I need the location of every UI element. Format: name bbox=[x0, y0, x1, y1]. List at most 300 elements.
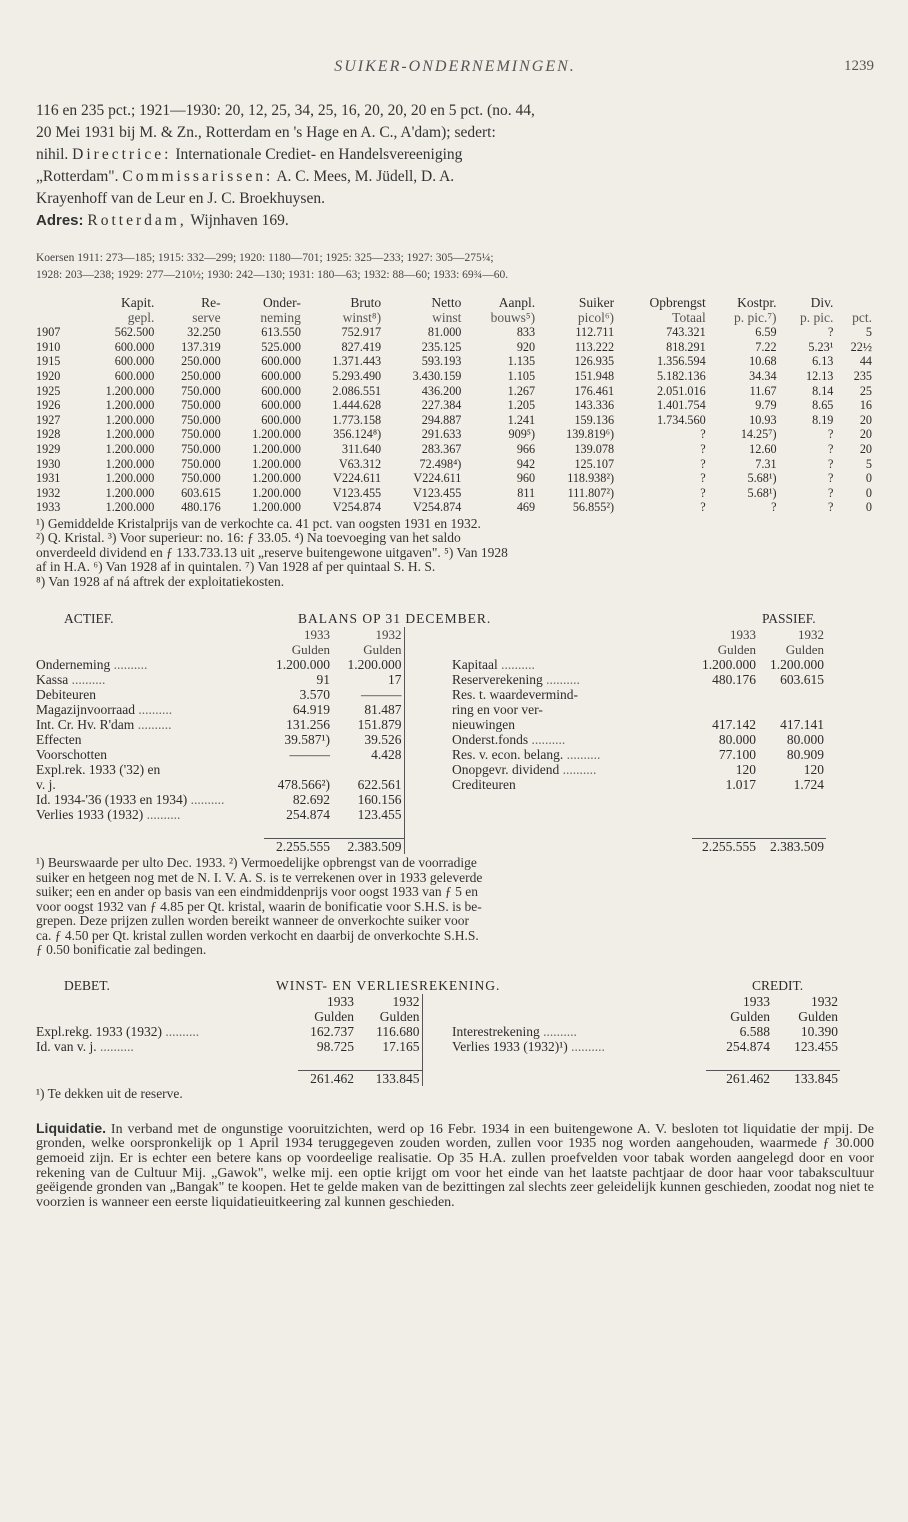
spacer bbox=[826, 762, 874, 777]
table-cell: 6.59 bbox=[755, 325, 777, 340]
intro-line: nihil. Directrice: Internationale Crediet- en Handelsvereeniging bbox=[36, 146, 463, 163]
spacer bbox=[826, 717, 874, 732]
table-row bbox=[36, 384, 874, 399]
table-cell: 1.135 bbox=[507, 354, 536, 369]
table-cell: 752.917 bbox=[341, 325, 382, 340]
table-cell: 750.000 bbox=[181, 398, 221, 413]
page-header bbox=[36, 58, 874, 86]
table-cell: 5.68¹) bbox=[747, 471, 777, 486]
table-cell: ? bbox=[827, 441, 834, 456]
table-cell: 603.615 bbox=[181, 485, 221, 500]
column-divider bbox=[404, 672, 452, 687]
credit-amount bbox=[692, 702, 758, 717]
year-cell: 1925 bbox=[36, 383, 61, 398]
table-cell: 112.711 bbox=[575, 325, 615, 340]
table-cell: 235 bbox=[853, 368, 872, 383]
credit-amount: 6.588 bbox=[739, 1024, 770, 1040]
liquidation-paragraph bbox=[36, 1121, 874, 1211]
table-cell: 827.419 bbox=[341, 339, 382, 354]
debit-amount-prev: 123.455 bbox=[357, 807, 402, 823]
debit-amount-prev: 1.200.000 bbox=[347, 657, 402, 673]
column-header: Re- bbox=[201, 295, 221, 310]
table-cell: 111.807²) bbox=[567, 485, 615, 500]
spacer bbox=[826, 792, 874, 807]
debit-label: Id. 1934-'36 (1933 en 1934) .......... bbox=[36, 792, 225, 808]
column-subheader: neming bbox=[260, 309, 301, 325]
table-cell: ? bbox=[827, 325, 834, 340]
table-cell: 2.086.551 bbox=[332, 383, 382, 398]
column-header: Bruto bbox=[350, 295, 382, 310]
table-cell: 1.401.754 bbox=[656, 398, 706, 413]
column-header: Kostpr. bbox=[737, 295, 777, 310]
table-cell: 2.051.016 bbox=[656, 383, 706, 398]
table-cell: 283.367 bbox=[421, 441, 462, 456]
table-cell: 10.93 bbox=[749, 412, 777, 427]
year-cell: 1915 bbox=[36, 354, 61, 369]
table-cell: 8.14 bbox=[812, 383, 834, 398]
debit-amount: 39.587¹) bbox=[284, 732, 330, 748]
column-subheader: picol⁶) bbox=[577, 309, 615, 325]
table-cell: 16 bbox=[859, 398, 872, 413]
statistics-footnotes: ¹) Gemiddelde Kristalprijs van de verkochte ca. 41 pct. van oogsten 1931 en 1932. ²) Q. Kristal. ³) Voor superieur: no. 16: ƒ 33.05. ⁴) Na toevoeging van het saldo onverdeeld dividend en ƒ 133.733.13 uit „reserve buitengewone uitgaven". ⁵) Van 1928 af in H.A. ⁶) Van 1928 af in quintalen. ⁷) Van 1928 af per quintaal S. H. S. ⁸) Van 1928 af ná aftrek der exploitatiekosten. bbox=[36, 515, 508, 589]
credit-amount-prev: 123.455 bbox=[794, 1039, 838, 1055]
table-cell: 8.65 bbox=[812, 398, 834, 413]
credit-amount-prev bbox=[758, 792, 826, 807]
table-cell: 600.000 bbox=[114, 354, 155, 369]
year-cell: 1926 bbox=[36, 398, 61, 413]
table-row bbox=[36, 442, 874, 457]
column-divider bbox=[404, 747, 452, 762]
balance-table: 1933 1932 1933 1932 Gulden Gulden Gulden Gulden Onderneming .......... 1.200.000 1.200.000 Kapitaal .......... 1.200.000 1.200.000 Kassa .......... 91 17 Reserverekening .......... 480.176 603.615 Debiteuren 3.570 ——— Res. t. waardevermind- Magazijnvoorraad .......... 64.919 81.487 ring en voor ver- Int. Cr. Hv. R'dam .......... 131.256 151.879 nieuwingen 417.142 417.141 Effecten 39.587¹) 39.526 Onderst.fonds .......... 80.000 80.000 Voorschotten ——— 4.428 Res. v. econ. belang. .......... 77.100 80.909 Expl.rek. 1933 ('32) en Onopgevr. dividend .......... 120 120 v. j. 478.566²) 622.561 Crediteuren 1.017 1.724 Id. 1934-'36 (1933 en 1934) .......... 82.692 160.156 Verlies 1933 (1932) .......... 254.874 123.455 2.255.555 2.383.509 2.255.555 2.383.509 bbox=[36, 627, 874, 854]
table-cell: ? bbox=[700, 456, 706, 471]
table-cell: 356.124⁸) bbox=[333, 427, 382, 442]
debit-amount-prev: 81.487 bbox=[364, 702, 402, 718]
debit-amount-prev bbox=[332, 762, 404, 777]
table-row bbox=[36, 413, 874, 428]
statistics-table bbox=[36, 296, 874, 515]
table-row bbox=[36, 500, 874, 515]
credit-amount: 120 bbox=[735, 762, 756, 778]
table-cell: 5.182.136 bbox=[656, 368, 706, 383]
debit-label: Magazijnvoorraad .......... bbox=[36, 702, 173, 718]
column-header bbox=[36, 296, 76, 311]
table-row bbox=[36, 457, 874, 472]
table-cell: 833 bbox=[516, 325, 536, 340]
account-row bbox=[36, 747, 874, 762]
profit-loss-title: WINST- EN VERLIESREKENING. bbox=[276, 978, 501, 994]
table-cell: 1.200.000 bbox=[252, 427, 301, 442]
table-cell: V63.312 bbox=[338, 456, 382, 471]
credit-label: Res. t. waardevermind- bbox=[452, 687, 578, 703]
table-cell: 56.855²) bbox=[572, 500, 615, 515]
credit-label: Kapitaal .......... bbox=[452, 657, 535, 673]
credit-amount: 417.142 bbox=[712, 717, 756, 733]
column-subheader bbox=[36, 311, 76, 326]
table-cell: 6.13 bbox=[812, 354, 834, 369]
table-cell: 14.25⁷) bbox=[740, 427, 777, 442]
column-divider bbox=[422, 1024, 452, 1039]
credit-label: Crediteuren bbox=[452, 777, 516, 793]
table-cell: 235.125 bbox=[421, 339, 462, 354]
table-cell: 600.000 bbox=[261, 368, 301, 383]
credit-amount: 1.200.000 bbox=[702, 657, 756, 673]
dot-leader: .......... bbox=[110, 657, 148, 673]
column-divider bbox=[404, 702, 452, 717]
column-subheader: pct. bbox=[852, 309, 872, 325]
table-cell: 1.200.000 bbox=[252, 471, 301, 486]
table-cell: 72.498⁴) bbox=[419, 456, 462, 471]
table-cell: 143.336 bbox=[574, 398, 615, 413]
dot-leader: .......... bbox=[143, 807, 181, 823]
table-cell: 20 bbox=[859, 427, 872, 442]
account-row bbox=[36, 807, 874, 822]
address-street: Wijnhaven 169. bbox=[190, 212, 289, 229]
table-cell: ? bbox=[827, 471, 834, 486]
table-cell: ? bbox=[827, 427, 834, 442]
table-cell: 176.461 bbox=[574, 383, 615, 398]
table-cell: 22½ bbox=[850, 339, 872, 354]
debit-label: Int. Cr. Hv. R'dam .......... bbox=[36, 717, 172, 733]
column-subheader: bouws⁵) bbox=[490, 309, 536, 325]
profit-loss-note: ¹) Te dekken uit de reserve. bbox=[36, 1085, 183, 1101]
table-cell: 1.200.000 bbox=[105, 441, 155, 456]
table-cell: V254.874 bbox=[412, 500, 462, 515]
table-cell: 1.356.594 bbox=[656, 354, 706, 369]
liquidation-label: Liquidatie. bbox=[36, 1119, 106, 1136]
table-cell: 1.200.000 bbox=[252, 456, 301, 471]
table-cell: 9.79 bbox=[755, 398, 777, 413]
credit-amount-prev: 1.200.000 bbox=[770, 657, 824, 673]
debit-amount: 98.725 bbox=[316, 1039, 354, 1055]
table-cell: 5.23¹ bbox=[808, 339, 834, 354]
table-cell: 600.000 bbox=[261, 398, 301, 413]
table-cell: 1.200.000 bbox=[105, 412, 155, 427]
dot-leader: .......... bbox=[134, 702, 173, 718]
table-cell: 750.000 bbox=[181, 441, 221, 456]
table-cell: V224.611 bbox=[333, 471, 382, 486]
dot-leader: .......... bbox=[187, 792, 225, 808]
spacer bbox=[840, 1024, 874, 1039]
column-divider bbox=[422, 1039, 452, 1054]
table-cell: V224.611 bbox=[413, 471, 462, 486]
table-row bbox=[36, 471, 874, 486]
dot-leader: .......... bbox=[68, 672, 106, 688]
table-cell: 525.000 bbox=[261, 339, 301, 354]
column-subheader: serve bbox=[192, 309, 221, 325]
dot-leader: .......... bbox=[563, 747, 601, 763]
commissarissen-label: Commissarissen: bbox=[122, 168, 274, 185]
table-cell: ? bbox=[771, 500, 777, 515]
debit-label: Voorschotten bbox=[36, 747, 107, 763]
directrice-label: Directrice: bbox=[72, 146, 172, 163]
table-cell: 1.200.000 bbox=[252, 441, 301, 456]
spacer bbox=[826, 672, 874, 687]
table-cell: 942 bbox=[516, 456, 536, 471]
column-divider bbox=[404, 717, 452, 732]
debit-amount: 1.200.000 bbox=[276, 657, 330, 673]
table-row bbox=[36, 369, 874, 384]
table-cell: 7.31 bbox=[755, 456, 777, 471]
column-divider bbox=[404, 687, 452, 702]
table-cell: 600.000 bbox=[261, 354, 301, 369]
debit-label: Expl.rek. 1933 ('32) en bbox=[36, 762, 161, 778]
account-row bbox=[36, 672, 874, 687]
table-cell: 3.430.159 bbox=[412, 368, 462, 383]
spacer bbox=[826, 807, 874, 822]
debit-amount: ——— bbox=[289, 747, 330, 763]
debit-amount: 91 bbox=[316, 672, 330, 688]
table-cell: 1.200.000 bbox=[105, 398, 155, 413]
table-cell: 600.000 bbox=[114, 368, 155, 383]
year-cell: 1907 bbox=[36, 325, 61, 340]
table-cell: 81.000 bbox=[427, 325, 462, 340]
table-cell: 1.267 bbox=[507, 383, 536, 398]
column-divider bbox=[404, 777, 452, 792]
column-header: Opbrengst bbox=[649, 295, 706, 310]
table-cell: 1.200.000 bbox=[105, 427, 155, 442]
table-cell: 818.291 bbox=[666, 339, 706, 354]
table-cell: 1.241 bbox=[507, 412, 536, 427]
spacer bbox=[840, 1039, 874, 1054]
table-cell: 5.68¹) bbox=[747, 485, 777, 500]
table-cell: 139.078 bbox=[574, 441, 615, 456]
account-row bbox=[36, 687, 874, 702]
table-cell: 10.68 bbox=[749, 354, 777, 369]
table-cell: 1.200.000 bbox=[105, 383, 155, 398]
table-cell: 294.887 bbox=[421, 412, 462, 427]
liquidation-text: In verband met de ongunstige vooruitzichten, werd op 16 Febr. 1934 in een buitengewone A. V. besloten tot liquidatie der mpij. De gronden, welke oorspronkelijk op 1 April 1934 teruggegeven zouden worden, zullen voor 1935 nog worden aangehouden, waarmede ƒ 30.000 gemoeid zijn. Er is echter een betere kans op voordeelige realisatie. Op 35 H.A. zullen proefvelden voor tabak worden aangelegd door en voor rekening van de Cultuur Mij. „Gawok", welke mij. een optie krijgt om voor het einde van het laatste pachtjaar de door haar voor tabakscultuur geëigende gronden van „Bangak" te koopen. Het te gelde maken van de bezittingen zal slechts zeer geleidelijk kunnen geschieden, zoodat nog niet te voorzien is wanneer een eerste liquidatieuitkeering zal kunnen geschieden. bbox=[36, 1121, 874, 1211]
table-cell: 600.000 bbox=[114, 339, 155, 354]
table-cell: 743.321 bbox=[666, 325, 706, 340]
credit-amount-prev: 80.000 bbox=[786, 732, 824, 748]
debit-amount-prev: 160.156 bbox=[357, 792, 402, 808]
table-cell: ? bbox=[700, 427, 706, 442]
debit-amount-prev: 39.526 bbox=[364, 732, 402, 748]
credit-amount-prev bbox=[758, 687, 826, 702]
account-row bbox=[36, 762, 874, 777]
balance-sheet bbox=[36, 611, 874, 958]
table-cell: 0 bbox=[865, 485, 872, 500]
table-cell: 0 bbox=[865, 500, 872, 515]
table-cell: ? bbox=[700, 485, 706, 500]
intro-line: 116 en 235 pct.; 1921—1930: 20, 12, 25, 34, 25, 16, 20, 20, 20 en 5 pct. (no. 44, bbox=[36, 102, 535, 119]
table-cell: 909⁵) bbox=[508, 427, 536, 442]
address-line bbox=[36, 210, 874, 232]
table-cell: 1.105 bbox=[507, 368, 536, 383]
debit-label: Expl.rekg. 1933 (1932) .......... bbox=[36, 1024, 200, 1040]
credit-amount: 480.176 bbox=[712, 672, 756, 688]
column-subheader: gepl. bbox=[127, 309, 155, 325]
table-cell: V123.455 bbox=[332, 485, 382, 500]
table-cell: ? bbox=[700, 441, 706, 456]
table-cell: 1.200.000 bbox=[105, 500, 155, 515]
table-cell: 137.319 bbox=[181, 339, 221, 354]
table-cell: 11.67 bbox=[749, 383, 777, 398]
debit-amount: 254.874 bbox=[286, 807, 330, 823]
credit-amount-prev bbox=[758, 807, 826, 822]
account-row bbox=[36, 1024, 874, 1039]
table-cell: 1.444.628 bbox=[332, 398, 382, 413]
credit-label: nieuwingen bbox=[452, 717, 515, 733]
table-cell: 1.200.000 bbox=[252, 485, 301, 500]
credit-amount-prev: 417.141 bbox=[780, 717, 824, 733]
dot-leader: .......... bbox=[134, 717, 172, 733]
account-row bbox=[36, 732, 874, 747]
credit-label: Reserverekening .......... bbox=[452, 672, 580, 688]
table-cell: 600.000 bbox=[261, 412, 301, 427]
table-cell: 1.734.560 bbox=[656, 412, 706, 427]
credit-amount: 1.017 bbox=[725, 777, 756, 793]
dot-leader: .......... bbox=[559, 762, 597, 778]
debit-amount: 64.919 bbox=[292, 702, 330, 718]
running-title: SUIKER-ONDERNEMINGEN. bbox=[334, 58, 576, 75]
dot-leader: .......... bbox=[96, 1039, 134, 1055]
table-cell: V123.455 bbox=[412, 485, 462, 500]
table-cell: ? bbox=[827, 456, 834, 471]
debit-amount bbox=[264, 762, 332, 777]
table-cell: 5 bbox=[865, 456, 872, 471]
account-row bbox=[36, 717, 874, 732]
balance-total-row: 2.255.555 2.383.509 2.255.555 2.383.509 bbox=[36, 838, 874, 854]
intro-line: 20 Mei 1931 bij M. & Zn., Rotterdam en 's Hage en A. C., A'dam); sedert: bbox=[36, 124, 496, 141]
debit-amount-prev: 151.879 bbox=[357, 717, 402, 733]
table-cell: 5 bbox=[865, 325, 872, 340]
table-row bbox=[36, 325, 874, 340]
table-cell: 5.293.490 bbox=[332, 368, 382, 383]
debit-amount-prev: 17 bbox=[388, 672, 402, 688]
credit-amount-prev: 603.615 bbox=[780, 672, 824, 688]
dot-leader: .......... bbox=[567, 1039, 605, 1055]
intro-line: Krayenhoff van de Leur en J. C. Broekhuysen. bbox=[36, 190, 325, 207]
credit-amount-prev: 10.390 bbox=[800, 1024, 838, 1040]
credit-label bbox=[452, 792, 692, 807]
debit-amount: 131.256 bbox=[286, 717, 330, 733]
column-subheader: p. pic. bbox=[800, 309, 834, 325]
table-cell: 126.935 bbox=[574, 354, 615, 369]
address-city: Rotterdam, bbox=[87, 212, 187, 229]
table-cell: 25 bbox=[859, 383, 872, 398]
share-prices: Koersen 1911: 273—185; 1915: 332—299; 1920: 1180—701; 1925: 325—233; 1927: 305—275¼; 1928: 203—238; 1929: 277—210½; 1930: 242—130; 1931: 180—63; 1932: 88—60; 1933: 69¾—60. bbox=[36, 252, 509, 281]
table-row bbox=[36, 398, 874, 413]
page bbox=[36, 58, 874, 1211]
table-cell: 32.250 bbox=[187, 325, 221, 340]
account-row bbox=[36, 702, 874, 717]
year-cell: 1932 bbox=[36, 485, 61, 500]
table-cell: 1.200.000 bbox=[105, 471, 155, 486]
column-divider bbox=[404, 657, 452, 672]
year-cell: 1928 bbox=[36, 427, 61, 442]
credit-label: Verlies 1933 (1932)¹) .......... bbox=[452, 1039, 605, 1055]
table-cell: 600.000 bbox=[261, 383, 301, 398]
table-cell: 480.176 bbox=[181, 500, 221, 515]
year-cell: 1930 bbox=[36, 456, 61, 471]
table-cell: 34.34 bbox=[749, 368, 777, 383]
table-cell: 113.222 bbox=[574, 339, 615, 354]
year-cell: 1910 bbox=[36, 339, 61, 354]
table-cell: 20 bbox=[859, 441, 872, 456]
debit-label: Kassa .......... bbox=[36, 672, 106, 688]
column-header: Aanpl. bbox=[498, 295, 536, 310]
table-cell: 12.60 bbox=[749, 441, 777, 456]
table-cell: 1.773.158 bbox=[332, 412, 382, 427]
intro-line: „Rotterdam". Commissarissen: A. C. Mees, M. Jüdell, D. A. bbox=[36, 168, 455, 185]
year-cell: 1929 bbox=[36, 441, 61, 456]
debit-amount-prev: 116.680 bbox=[376, 1024, 420, 1040]
credit-heading: CREDIT. bbox=[752, 978, 804, 994]
table-cell: 311.640 bbox=[341, 441, 382, 456]
balance-title: BALANS OP 31 DECEMBER. bbox=[298, 611, 492, 627]
debit-amount-prev: ——— bbox=[361, 687, 402, 703]
table-row bbox=[36, 340, 874, 355]
account-row bbox=[36, 792, 874, 807]
credit-amount-prev: 1.724 bbox=[793, 777, 824, 793]
credit-amount: 254.874 bbox=[726, 1039, 770, 1055]
dot-leader: .......... bbox=[161, 1024, 200, 1040]
dot-leader: .......... bbox=[539, 1024, 577, 1040]
credit-amount: 77.100 bbox=[718, 747, 756, 763]
table-cell: 139.819⁶) bbox=[566, 427, 615, 442]
column-subheader: p. pic.⁷) bbox=[733, 309, 777, 325]
actief-heading: ACTIEF. bbox=[64, 611, 114, 627]
table-cell: 960 bbox=[516, 471, 536, 486]
debit-amount-prev: 17.165 bbox=[382, 1039, 420, 1055]
credit-amount-prev: 120 bbox=[803, 762, 824, 778]
table-cell: 1.371.443 bbox=[332, 354, 382, 369]
dot-leader: .......... bbox=[497, 657, 535, 673]
table-cell: 159.136 bbox=[574, 412, 615, 427]
dot-leader: .......... bbox=[528, 732, 566, 748]
column-subheader: winst⁸) bbox=[342, 309, 382, 325]
table-cell: 966 bbox=[516, 441, 536, 456]
debit-amount: 82.692 bbox=[292, 792, 330, 808]
table-cell: 1.205 bbox=[507, 398, 536, 413]
debit-amount: 162.737 bbox=[310, 1024, 354, 1040]
table-row bbox=[36, 486, 874, 501]
debit-label: Onderneming .......... bbox=[36, 657, 148, 673]
table-cell: 12.13 bbox=[805, 368, 834, 383]
debit-label: v. j. bbox=[36, 777, 56, 793]
credit-label: Res. v. econ. belang. .......... bbox=[452, 747, 601, 763]
profit-loss-total-row: 261.462 133.845 261.462 133.845 bbox=[36, 1070, 874, 1086]
table-cell: 750.000 bbox=[181, 383, 221, 398]
debit-amount-prev: 622.561 bbox=[357, 777, 402, 793]
page-number: 1239 bbox=[844, 58, 874, 74]
credit-label: Interestrekening .......... bbox=[452, 1024, 577, 1040]
table-cell: 593.193 bbox=[421, 354, 462, 369]
debet-heading: DEBET. bbox=[64, 978, 110, 994]
credit-label bbox=[452, 807, 692, 822]
debit-label: Id. van v. j. .......... bbox=[36, 1039, 134, 1055]
table-cell: ? bbox=[827, 485, 834, 500]
table-cell: ? bbox=[700, 500, 706, 515]
column-divider bbox=[404, 807, 452, 822]
table-cell: 250.000 bbox=[181, 354, 221, 369]
debit-amount: 3.570 bbox=[299, 687, 330, 703]
table-cell: 7.22 bbox=[755, 339, 777, 354]
spacer bbox=[826, 747, 874, 762]
table-cell: 1.200.000 bbox=[105, 485, 155, 500]
table-cell: 750.000 bbox=[181, 456, 221, 471]
dot-leader: .......... bbox=[542, 672, 580, 688]
debit-amount: 478.566²) bbox=[277, 777, 330, 793]
credit-label: ring en voor ver- bbox=[452, 702, 543, 718]
table-header-row bbox=[36, 296, 874, 311]
table-cell: 0 bbox=[865, 471, 872, 486]
credit-label: Onderst.fonds .......... bbox=[452, 732, 566, 748]
year-cell: 1931 bbox=[36, 471, 61, 486]
column-subheader: winst bbox=[432, 309, 462, 325]
column-header: Div. bbox=[810, 295, 834, 310]
